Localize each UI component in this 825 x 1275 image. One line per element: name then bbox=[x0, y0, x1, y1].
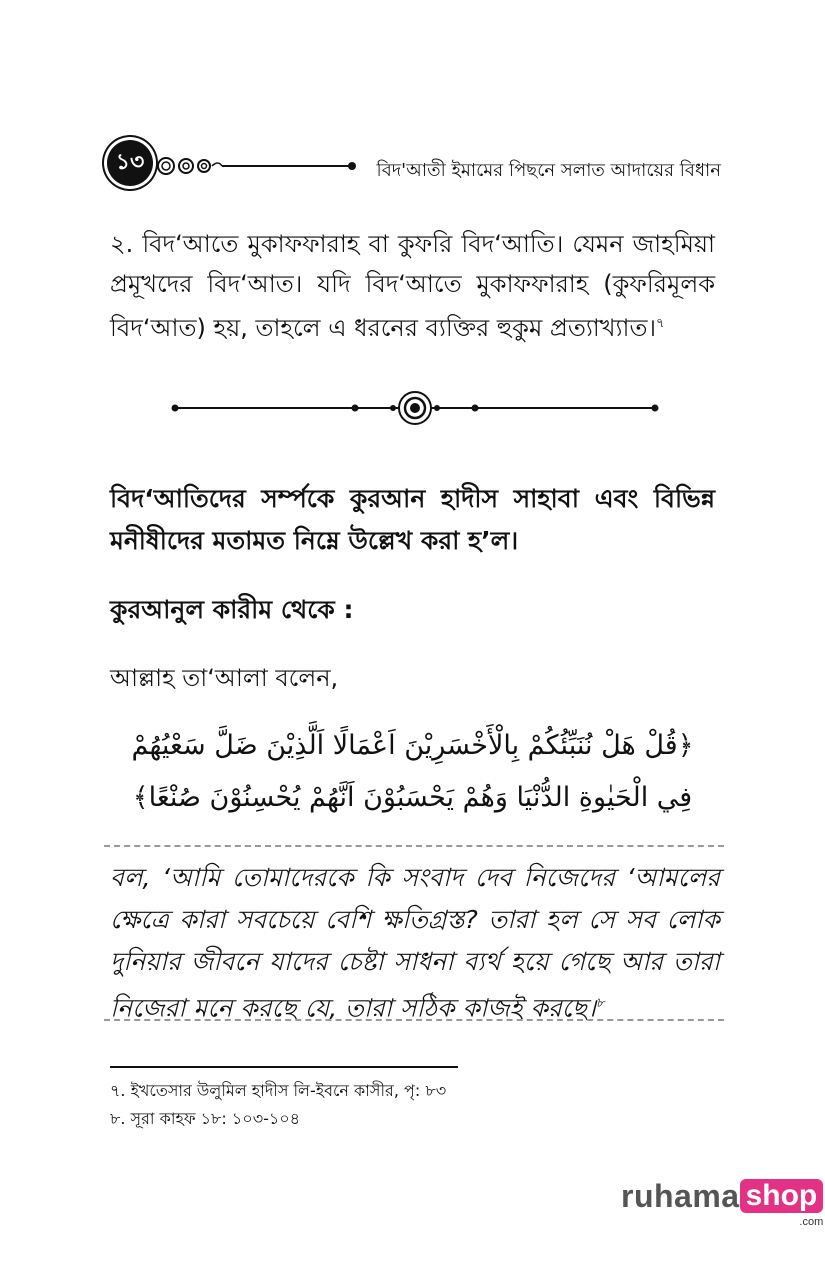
bold-intro-paragraph: বিদ‘আতিদের সর্ম্পকে কুরআন হাদীস সাহাবা এবং বিভিন্ন মনীষীদের মতামত নিম্নে উল্লেখ করা হ’ল। bbox=[110, 484, 715, 555]
footnote: ৮. সূরা কাহফ ১৮: ১০৩-১০৪ bbox=[110, 1109, 301, 1128]
logo-domain: .com bbox=[799, 1216, 824, 1228]
arabic-verse-line: ﴿قُلْ هَلْ نُنَبِّئُكُمْ بِالْأَخْسَرِيْنَ اَعْمَالًا اَلَّذِيْنَ ضَلَّ سَعْيُهُمْ bbox=[131, 730, 694, 761]
page-number: ১৩ bbox=[115, 149, 145, 175]
page-number-badge bbox=[107, 140, 153, 186]
footnote-ref: ৭ bbox=[656, 316, 665, 331]
ruhamashop-logo bbox=[621, 1178, 824, 1228]
arabic-verse-line: فِي الْحَيٰوةِ الدُّنْيَا وَهُمْ يَحْسَبُوْنَ اَنَّهُمْ يُحْسِنُوْنَ صُنْعًا﴾ bbox=[132, 782, 693, 813]
footnote-ref: ৮ bbox=[595, 996, 605, 1011]
section-subheading: কুরআনুল কারীম থেকে : bbox=[110, 595, 354, 624]
body-paragraph bbox=[110, 224, 715, 348]
divider-ornament-icon bbox=[170, 387, 660, 429]
translation-text: বল, ‘আমি তোমাদেরকে কি সংবাদ দেব নিজেদের ‘আমলের ক্ষেত্রে কারা সবচেয়ে বেশি ক্ষতিগ্রস্ত? তারা হল সে সব লোক দুনিয়ার জীবনে যাদের চেষ্টা সাধনা ব্যর্থ হয়ে গেছে আর তারা নিজেরা মনে করছে যে, তারা সঠিক কাজই করছে। bbox=[110, 863, 720, 1023]
logo-shop-badge: shop bbox=[740, 1179, 824, 1213]
footnote-rule bbox=[110, 1066, 458, 1068]
arabic-verse bbox=[100, 720, 725, 824]
paragraph-text: ২. বিদ‘আতে মুকাফফারাহ বা কুফরি বিদ‘আতি। যেমন জাহমিয়া প্রমূখদের বিদ‘আত। যদি বিদ‘আতে মুকাফফারাহ (কুফরিমূলক বিদ‘আত) হয়, তাহলে এ ধরনের ব্যক্তির হুকুম প্রত্যাখ্যাত। bbox=[110, 230, 715, 342]
running-header-title: বিদ'আতী ইমামের পিছনে সলাত আদায়ের বিধান bbox=[376, 160, 721, 181]
verse-translation bbox=[110, 857, 720, 1029]
dashed-divider bbox=[104, 1019, 724, 1021]
header-ornament-icon bbox=[152, 148, 362, 180]
footnote: ৭. ইখতেসার উলুমিল হাদীস লি-ইবনে কাসীর, পৃ: ৮৩ bbox=[110, 1081, 447, 1100]
logo-text: ruhama bbox=[621, 1178, 740, 1214]
dashed-divider bbox=[104, 845, 724, 847]
intro-line: আল্লাহ তা‘আলা বলেন, bbox=[110, 664, 339, 692]
